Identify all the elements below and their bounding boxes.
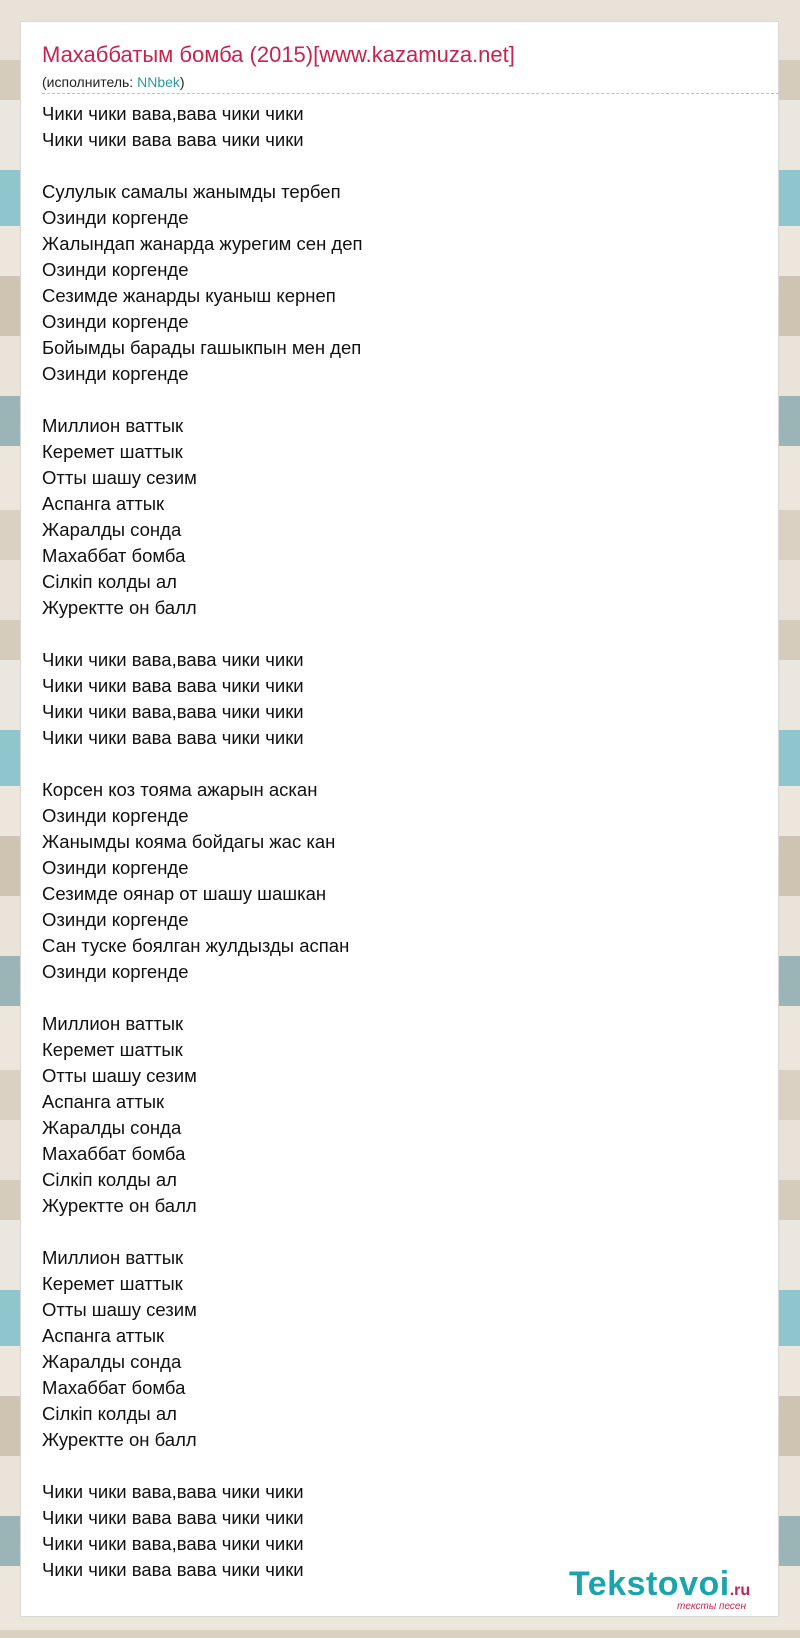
logo-domain: .ru — [729, 1582, 751, 1599]
logo-tagline: тексты песен — [677, 1601, 746, 1612]
title-divider — [42, 93, 779, 94]
logo-name: Tekstovoi — [569, 1565, 730, 1603]
artist-link[interactable]: NNbek — [137, 74, 180, 90]
lyrics-card — [20, 21, 779, 1617]
artist-suffix: ) — [179, 74, 185, 90]
lyrics-text: Чики чики вава,вава чики чики Чики чики вава вава чики чики Сулулык самалы жанымды тербеп Озинди коргенде Жалындап жанарда журегим сен деп Озинди коргенде Сезимде жанарды куаныш кернеп Озинди коргенде Бойымды барады гашыкпын мен деп Озинди коргенде Миллион ваттык Керемет шаттык Отты шашу сезим Аспанга аттык Жаралды сонда Махаббат бомба Сілкіп колды ал Журектте он балл Чики чики вава,вава чики чики Чики чики вава вава чики чики Чики чики вава,вава чики чики Чики чики вава вава чики чики Корсен коз тояма ажарын аскан Озинди коргенде Жанымды кояма бойдагы жас кан Озинди коргенде Сезимде оянар от шашу шашкан Озинди коргенде Сан туске боялган жулдызды аспан Озинди коргенде Миллион ваттык Керемет шаттык Отты шашу сезим Аспанга аттык Жаралды сонда Махаббат бомба Сілкіп колды ал Журектте он балл Миллион ваттык Керемет шаттык Отты шашу сезим Аспанга аттык Жаралды сонда Махаббат бомба Сілкіп колды ал Журектте он балл Чики чики вава,вава чики чики Чики чики вава вава чики чики Чики чики вава,вава чики чики Чики чики вава вава чики чики — [42, 103, 363, 1580]
site-logo[interactable] — [569, 1565, 769, 1613]
song-title: Махаббатым бомба (2015)[www.kazamuza.net] — [42, 42, 515, 67]
artist-line — [42, 73, 185, 91]
artist-prefix: (исполнитель: — [42, 74, 138, 90]
